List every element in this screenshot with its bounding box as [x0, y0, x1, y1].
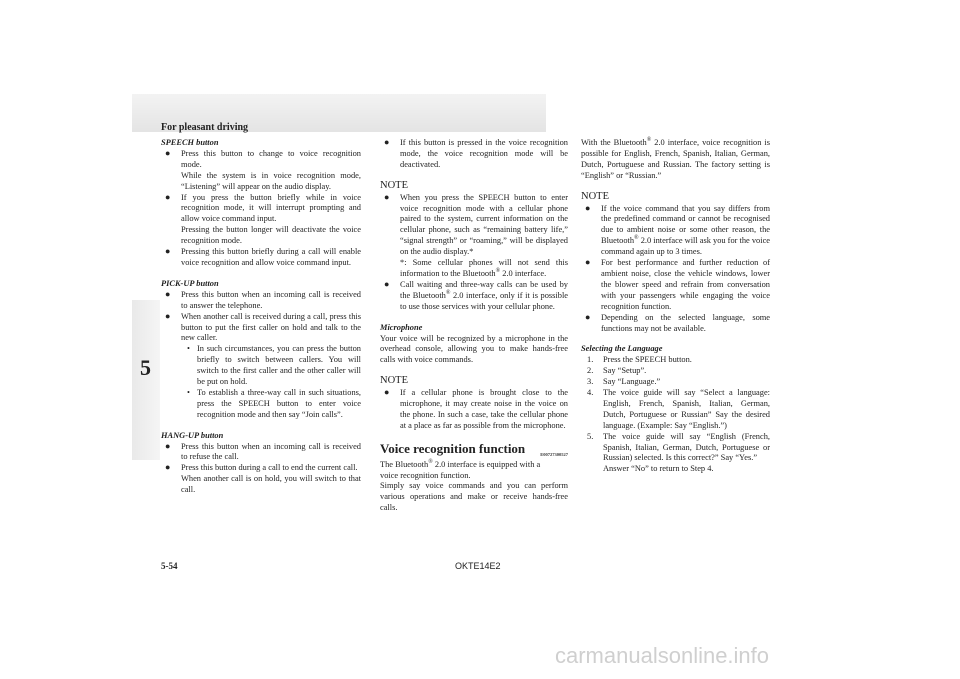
speech-bullet-2: ● If you press the button briefly while in voice recognition mode, it will interrupt prompting and allow voice command input. Pressing the button longer will deactivate the voice recognition mode. [165, 193, 361, 248]
column-3 [581, 138, 770, 475]
speech-bullet-4: ● If this button is pressed in the voice recognition mode, the voice recognition mode will be deactivated. [384, 138, 568, 171]
pickup-subbullet-1: • In such circumstances, you can press the button briefly to switch between callers. You will switch to the first caller and the other caller will be put on hold. [185, 344, 361, 388]
column-2 [380, 138, 568, 514]
hangup-bullet-2: ● Press this button during a call to end the current call. When another call is on hold, you will switch to that call. [165, 463, 361, 496]
speech-bullet-3: ● Pressing this button briefly during a call will enable voice recognition and allow voice command input. [165, 247, 361, 269]
chapter-number: 5 [140, 355, 151, 380]
step-5: 5. The voice guide will say “English (French, Spanish, Italian, German, Dutch, Portuguese or Russian) selected. Is this correct?” Say “Yes.” Answer “No” to return to Step 4. [587, 431, 770, 474]
step-4: 4. The voice guide will say “Select a language: English, French, Spanish, Italian, German, Dutch, Portuguese or Russian” Say the desired language. (Example: Say “English.”) [587, 388, 770, 430]
pickup-bullet-2: ● When another call is received during a call, press this button to put the first caller on hold and talk to the new caller. [165, 312, 361, 345]
note-label: NOTE [380, 179, 408, 191]
note-bullet-3: ● If a cellular phone is brought close to the microphone, it may create noise in the voice on the phone. In such a case, take the cellular phone at a place as far as possible from the microphone. [384, 388, 568, 432]
microphone-text: Your voice will be recognized by a microphone in the overhead console, allowing you to make hands-free calls with voice commands. [380, 333, 568, 365]
speech-button-heading: SPEECH button [161, 138, 219, 147]
column-1 [161, 138, 361, 496]
voice-recognition-text-2: Simply say voice commands and you can perform various operations and make or receive hands-free calls. [380, 481, 568, 513]
document-code: OKTE14E2 [455, 561, 501, 571]
voice-recognition-text-1: The Bluetooth® 2.0 interface is equipped with a voice recognition function. [380, 458, 541, 480]
step-3: 3. Say “Language.” [587, 377, 661, 387]
language-heading: Selecting the Language [581, 344, 663, 354]
section-title: For pleasant driving [161, 122, 249, 133]
microphone-heading: Microphone [380, 322, 423, 332]
language-intro: With the Bluetooth® 2.0 interface, voice recognition is possible for English, French, Spanish, Italian, German, Dutch, Portuguese and Russian. The factory setting is “English” or “Russian.” [581, 137, 770, 180]
step-2: 2. Say “Setup”. [587, 366, 647, 376]
pickup-button-heading: PICK-UP button [161, 278, 219, 288]
pickup-bullet-1: ● Press this button when an incoming call is received to answer the telephone. [165, 290, 361, 312]
pickup-subbullet-2: • To establish a three-way call in such situations, press the SPEECH button to enter voice recognition mode and then say “Join calls”. [185, 388, 361, 421]
note-bullet-5: ● For best performance and further reduction of ambient noise, close the vehicle windows, lower the blower speed and refrain from conversation with your passengers while engaging the voice recognition function. [585, 258, 770, 313]
note-bullet-4: ● If the voice command that you say differs from the predefined command or cannot be recognised due to ambient noise or some other reason, the Bluetooth® 2.0 interface will ask you for the voice command again up to 3 times. [585, 204, 770, 259]
note-bullet-2: ● Call waiting and three-way calls can be used by the Bluetooth® 2.0 interface, only if it is possible to use those services with your cellular phone. [384, 280, 568, 313]
step-1: 1. Press the SPEECH button. [587, 355, 692, 365]
hangup-button-heading: HANG-UP button [161, 430, 224, 440]
hangup-bullet-1: ● Press this button when an incoming call is received to refuse the call. [165, 442, 361, 464]
note-label: NOTE [581, 190, 609, 202]
section-code: E00727300527 [540, 451, 568, 457]
watermark: carmanualsonline.info [555, 643, 770, 668]
section-heading: Voice recognition function E00727300527 [380, 444, 568, 455]
note-label: NOTE [380, 375, 408, 387]
page-number: 5-54 [161, 561, 178, 571]
speech-bullet-1: ● Press this button to change to voice recognition mode. While the system is in voice recognition mode, “Listening” will appear on the audio display. [165, 149, 361, 193]
note-bullet-6: ● Depending on the selected language, some functions may not be available. [585, 313, 770, 335]
note-bullet-1: ● When you press the SPEECH button to enter voice recognition mode with a cellular phone paired to the system, current information on the cellular phone, such as “remaining battery life,” “signal strength” or “roaming,” will be displayed on the audio display.* *: Some cellular phones will not send this information to the Bluetooth® 2.0 interface. [384, 193, 568, 280]
